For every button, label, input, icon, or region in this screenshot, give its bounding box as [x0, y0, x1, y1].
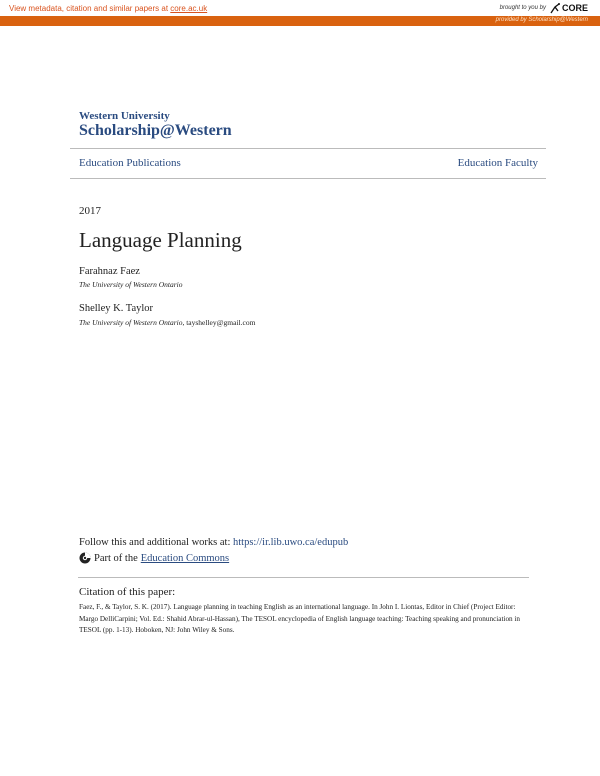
metadata-prefix: View metadata, citation and similar papers at	[9, 4, 171, 13]
author-affiliation	[79, 280, 182, 289]
citation-heading: Citation of this paper:	[79, 586, 176, 598]
author-name: Shelley K. Taylor	[79, 303, 154, 314]
part-of-line	[79, 552, 229, 564]
paper-title: Language Planning	[79, 228, 242, 252]
core-link[interactable]: core.ac.uk	[170, 4, 208, 13]
core-logo[interactable]	[550, 2, 588, 14]
brought-by-label: brought to you by	[499, 5, 546, 11]
university-name: Western University	[79, 110, 170, 122]
author-email: , tayshelley@gmail.com	[182, 318, 256, 327]
education-publications-link[interactable]: Education Publications	[79, 157, 181, 169]
education-commons-link[interactable]: Education Commons	[140, 552, 230, 564]
core-logo-icon	[550, 2, 560, 14]
repository-name: Scholarship@Western	[79, 122, 232, 139]
commons-icon	[79, 552, 91, 564]
citation-divider	[78, 577, 529, 578]
divider-top	[70, 148, 546, 149]
part-of-prefix: Part of the	[94, 552, 138, 564]
affiliation-text: The University of Western Ontario	[79, 318, 183, 327]
core-logo-text: CORE	[561, 3, 588, 13]
follow-prefix: Follow this and additional works at:	[79, 537, 233, 548]
divider-bottom	[70, 178, 546, 179]
metadata-line	[9, 4, 207, 13]
affiliation-text: The University of Western Ontario	[79, 280, 183, 289]
provider-strip	[0, 16, 600, 26]
education-faculty-link[interactable]: Education Faculty	[457, 157, 538, 169]
author-name: Farahnaz Faez	[79, 266, 140, 277]
provided-by[interactable]: provided by Scholarship@Western	[495, 17, 588, 23]
author-affiliation	[79, 318, 255, 327]
follow-line	[79, 537, 348, 548]
publication-year: 2017	[79, 205, 101, 217]
brought-by	[500, 2, 588, 14]
collection-nav	[79, 157, 538, 171]
repository-url-link[interactable]: https://ir.lib.uwo.ca/edupub	[233, 537, 349, 548]
citation-text: Faez, F., & Taylor, S. K. (2017). Language planning in teaching English as an international language. In John I. Liontas, Editor in Chief (Project Editor: Margo DelliCarpini; Vol. Ed.: Shahid Abrar-ul-Hassan), The TESOL encyclopedia of English language teaching: Teaching speaking and pronunciation in TESOL (pp. 1-13). Hoboken, NJ: John Wiley & Sons.	[79, 603, 521, 634]
repository-brand[interactable]	[79, 110, 232, 140]
